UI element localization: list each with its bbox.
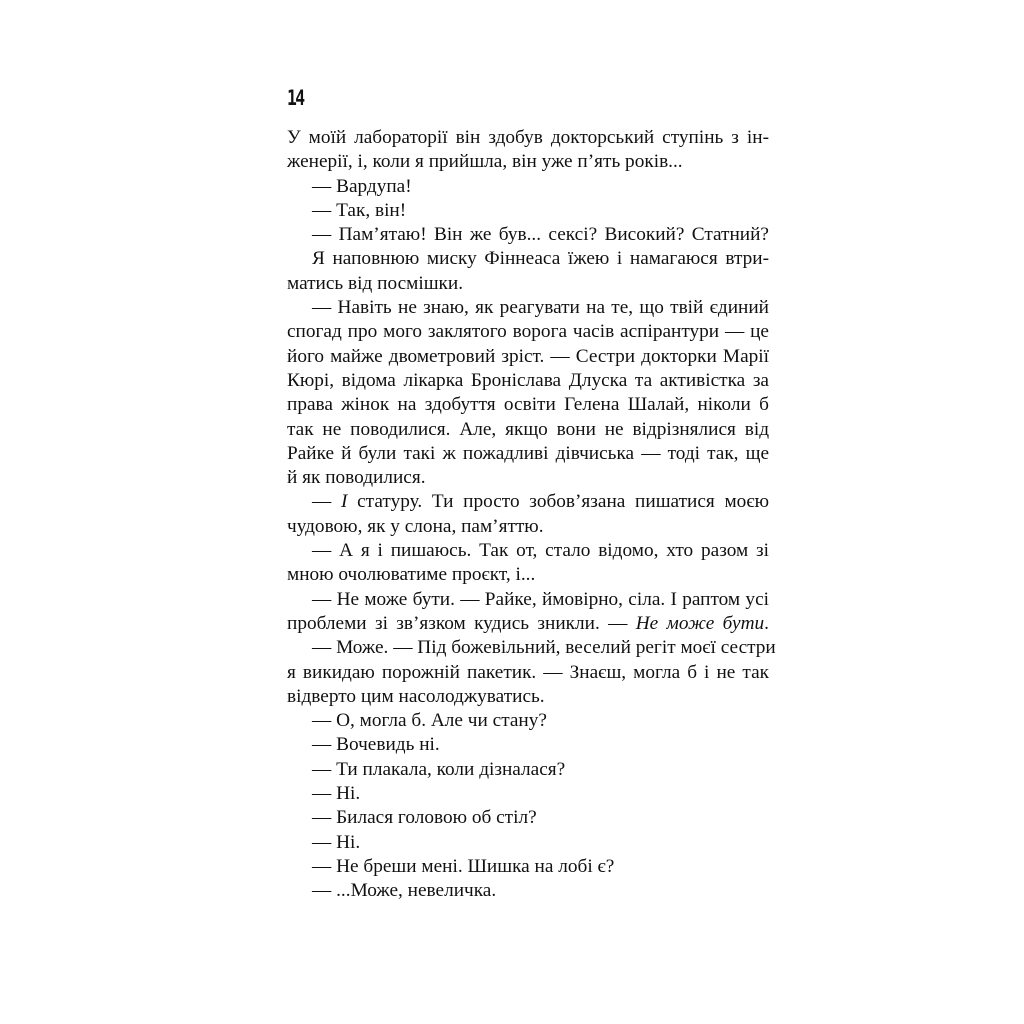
italic-text: І [341,491,348,513]
text-segment: статуру. Ти просто зобов’язана пишатися моєю [347,491,769,513]
text-line: спогад про мого заклятого ворога часів аспірантури — це [287,321,769,343]
text-line: відверто цим насолоджуватись. [287,685,545,707]
text-line: — Не може бути. — Райке, ймовірно, сіла. І раптом усі [312,588,769,610]
text-segment: . [764,612,769,634]
text-line: права жінок на здобуття освіти Гелена Шалай, ніколи б [287,394,769,416]
text-line: женерії, і, коли я прийшла, він уже п’ять років... [287,151,683,173]
page-number: 14 [287,86,304,110]
text-segment: — [312,491,341,513]
text-line [287,612,769,636]
text-line: — О, могла б. Але чи стану? [312,710,547,732]
text-line: — Ні. [312,783,361,805]
text-line: мною очолюватиме проєкт, і... [287,564,536,586]
text-segment: проблеми зі зв’язком кудись зникли. — [287,612,636,634]
text-line: — Навіть не знаю, як реагувати на те, що твій єдиний [312,297,769,319]
text-line: так не поводилися. Але, якщо вони не відрізнялися від [287,418,769,440]
text-line: — Вочевидь ні. [312,734,440,756]
text-line: — Билася головою об стіл? [312,807,537,829]
text-line [287,490,769,514]
text-line: — Може. — Під божевільний, веселий регіт моєї сестри [312,637,776,659]
text-line: — Ні. [312,831,361,853]
text-line: його майже двометровий зріст. — Сестри докторки Марії [287,345,769,367]
text-line: я викидаю порожній пакетик. — Знаєш, могла б і не так [287,661,769,683]
text-line: — Не бреши мені. Шишка на лобі є? [312,855,615,877]
text-line: — ...Може, невеличка. [312,880,497,902]
body-text [287,126,776,904]
text-line: — Так, він! [312,199,407,221]
text-line: й як поводилися. [287,467,426,489]
text-line: У моїй лабораторії він здобув докторський ступінь з ін- [287,127,769,148]
italic-text: Не може бути [635,612,765,634]
text-line: Я наповнюю миску Фіннеаса їжею і намагаюся втри- [312,248,769,270]
text-line: чудовою, як у слона, пам’яттю. [287,515,544,537]
text-line: — А я і пишаюсь. Так от, стало відомо, хто разом зі [312,540,769,562]
text-line: — Вардупа! [312,175,412,197]
text-line: Райке й були такі ж пожадливі дівчиська — тоді так, ще [287,442,769,464]
text-line: матись від посмішки. [287,272,464,294]
text-line: — Пам’ятаю! Він же був... сексі? Високий? Статний? [312,224,769,246]
text-line: — Ти плакала, коли дізналася? [312,758,566,780]
text-line: Кюрі, відома лікарка Броніслава Длуска та активістка за [287,369,769,391]
